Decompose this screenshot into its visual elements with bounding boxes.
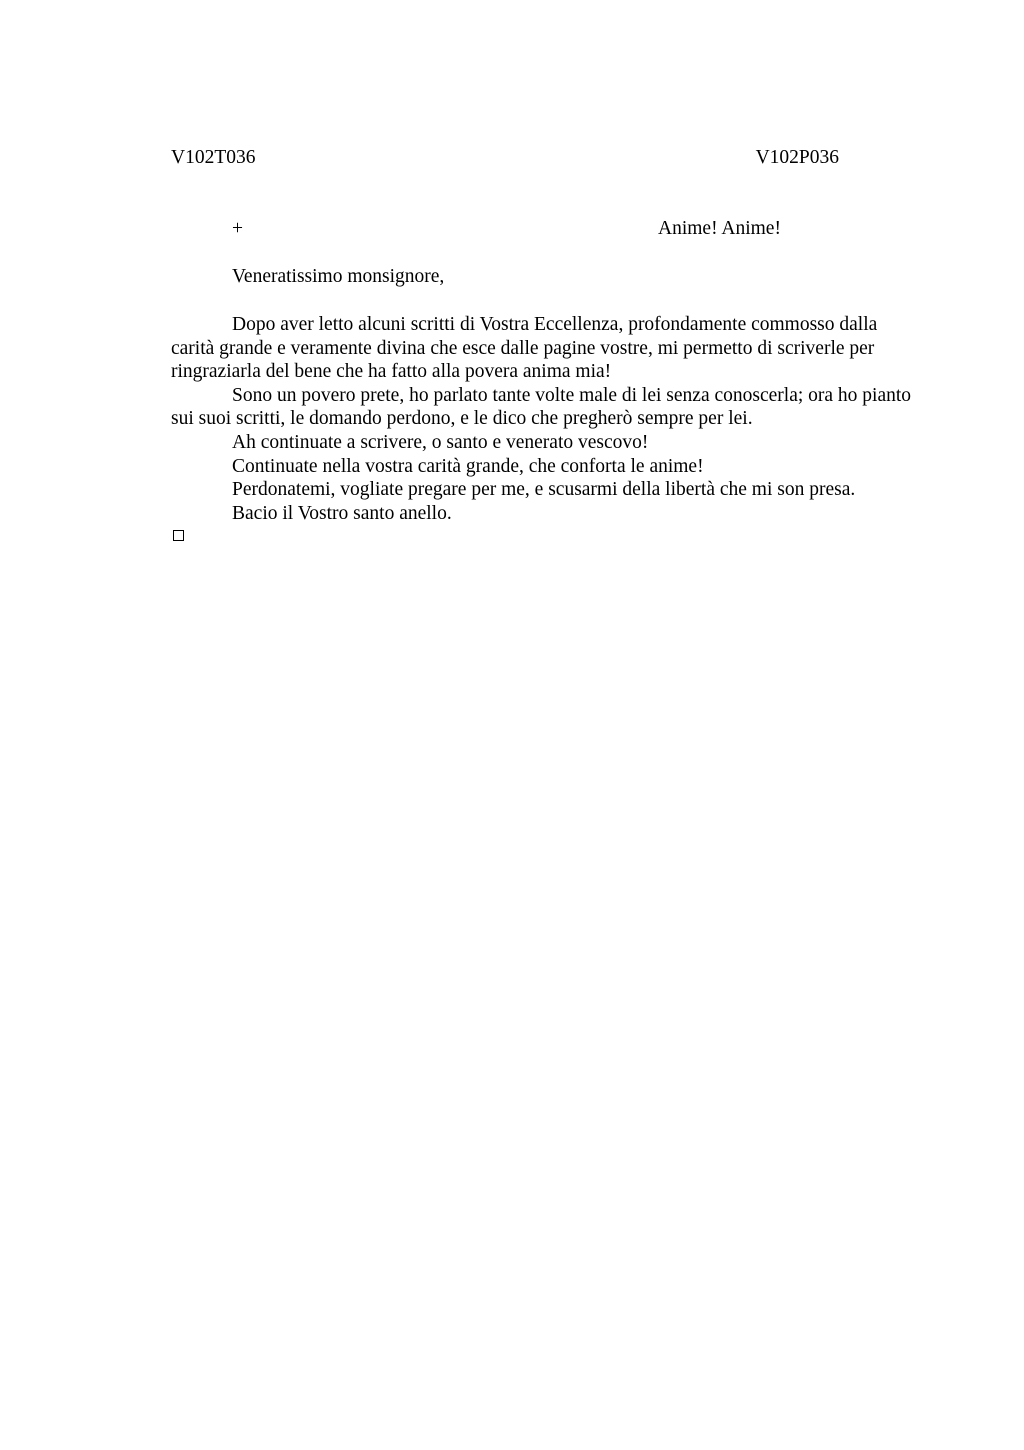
paragraph: Dopo aver letto alcuni scritti di Vostra Eccellenza, profondamente commosso dalla carità grande e veramente divina che esce dalle pagine vostre, mi permetto di scriverle per ringraziarla del bene che ha fatto alla povera anima mia!: [171, 314, 878, 383]
letter-body: [171, 313, 923, 525]
page-header: [171, 146, 839, 170]
paragraph: Continuate nella vostra carità grande, che conforta le anime!: [232, 455, 704, 477]
motto: Anime! Anime!: [658, 218, 781, 239]
empty-square-icon: [173, 530, 184, 541]
salutation: Veneratissimo monsignore,: [232, 266, 445, 287]
paragraph: Ah continuate a scrivere, o santo e venerato vescovo!: [232, 431, 649, 453]
paragraph: Perdonatemi, vogliate pregare per me, e scusarmi della libertà che mi son presa.: [232, 479, 856, 501]
cross-symbol: +: [232, 218, 243, 239]
invocation-line: [171, 217, 919, 241]
document-code-left: V102T036: [171, 147, 256, 168]
paragraph: Bacio il Vostro santo anello.: [232, 502, 452, 524]
document-code-right: V102P036: [755, 147, 839, 168]
paragraph: Sono un povero prete, ho parlato tante volte male di lei senza conoscerla; ora ho pianto sui suoi scritti, le domando perdono, e le dico che pregherò sempre per lei.: [171, 384, 912, 430]
